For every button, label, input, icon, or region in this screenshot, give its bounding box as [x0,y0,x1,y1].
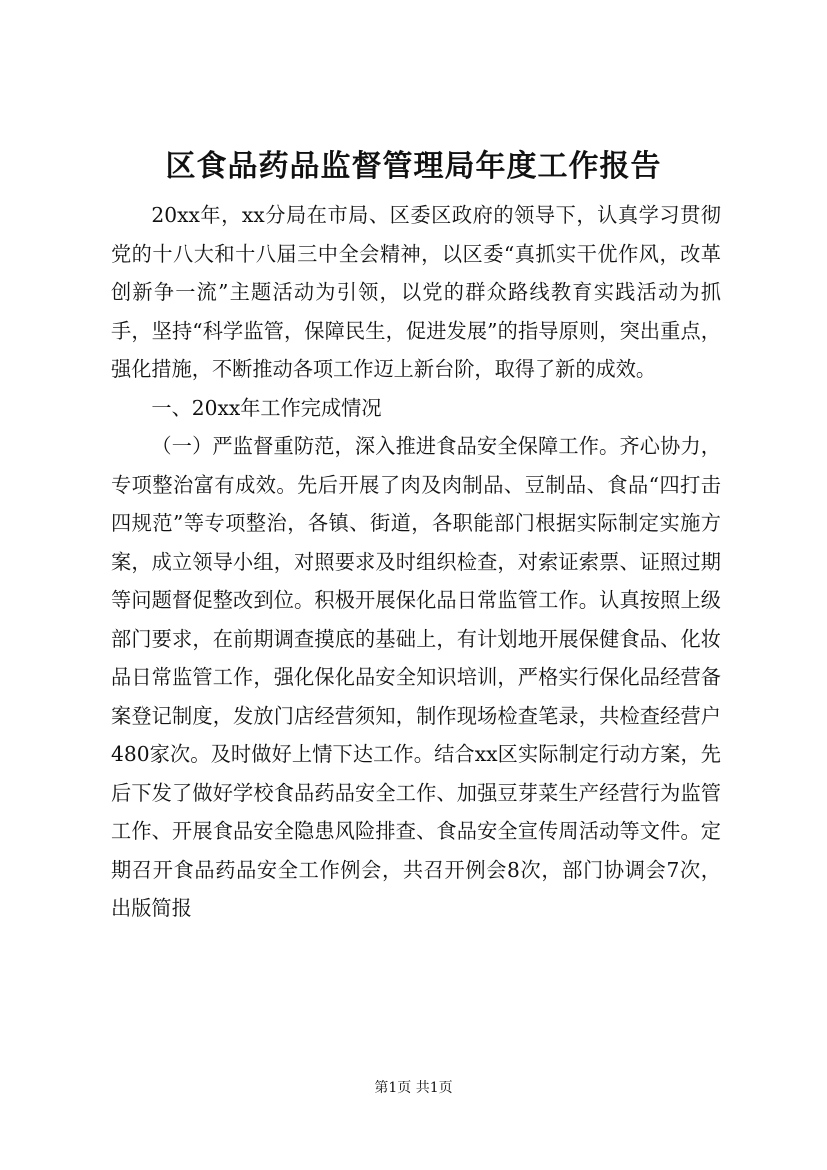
document-body [111,196,721,928]
body-paragraph: （一）严监督重防范，深入推进食品安全保障工作。齐心协力，专项整治富有成效。先后开展了肉及肉制品、豆制品、食品“四打击四规范”等专项整治，各镇、街道，各职能部门根据实际制定实施方案，成立领导小组，对照要求及时组织检查，对索证索票、证照过期等问题督促整改到位。积极开展保化品日常监管工作。认真按照上级部门要求，在前期调查摸底的基础上，有计划地开展保健食品、化妆品日常监管工作，强化保化品安全知识培训，严格实行保化品经营备案登记制度，发放门店经营须知，制作现场检查笔录，共检查经营户480家次。及时做好上情下达工作。结合xx区实际制定行动方案，先后下发了做好学校食品药品安全工作、加强豆芽菜生产经营行为监管工作、开展食品安全隐患风险排查、食品安全宣传周活动等文件。定期召开食品药品安全工作例会，共召开例会8次，部门协调会7次，出版简报 [111,434,721,920]
page-footer: 第1页 共1页 [374,1080,453,1096]
section-heading: 一、20xx年工作完成情况 [151,395,382,420]
document-title: 区食品药品监督管理局年度工作报告 [165,149,662,184]
intro-paragraph: 20xx年，xx分局在市局、区委区政府的领导下，认真学习贯彻党的十八大和十八届三中全会精神，以区委“真抓实干优作风，改革创新争一流”主题活动为引领，以党的群众路线教育实践活动为抓手，坚持“科学监管，保障民生，促进发展”的指导原则，突出重点，强化措施，不断推动各项工作迈上新台阶，取得了新的成效。 [111,203,721,381]
